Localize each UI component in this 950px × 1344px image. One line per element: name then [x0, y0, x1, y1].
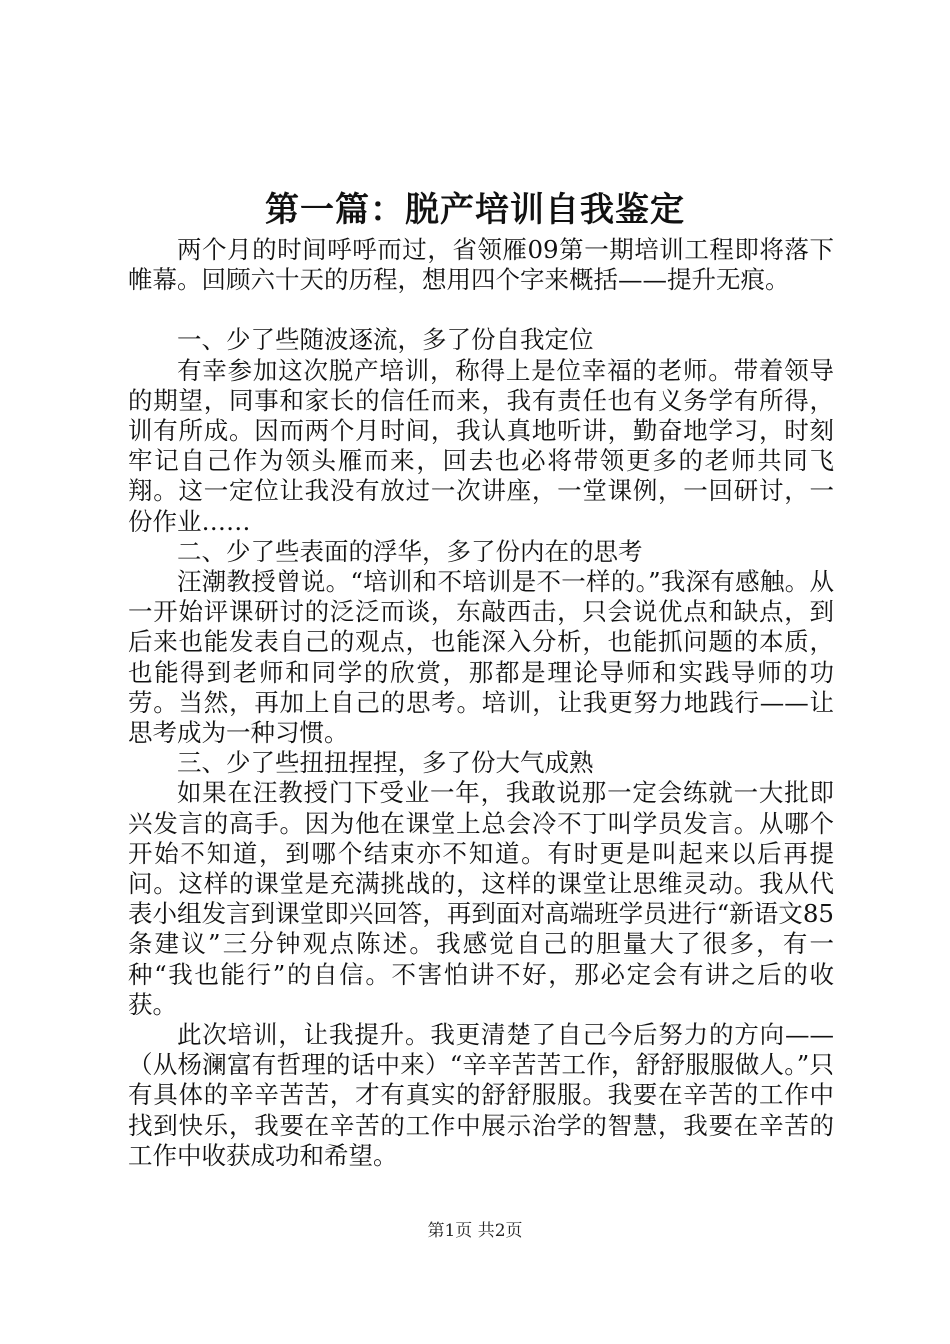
section-3-text: 如果在汪教授门下受业一年，我敢说那一定会练就一大批即兴发言的高手。因为他在课堂上总会冷不丁叫学员发言。从哪个开始不知道，到哪个结束亦不知道。有时更是叫起来以后再提问。这样的课堂是充满挑战的，这样的课堂让思维灵动。我从代表小组发言到课堂即兴回答，再到面对高端班学员进行“新语文85条建议”三分钟观点陈述。我感觉自己的胆量大了很多，有一种“我也能行”的自信。不害怕讲不好，那必定会有讲之后的收获。 — [128, 778, 834, 1019]
document-body — [128, 235, 834, 1171]
document-title: 第一篇：脱产培训自我鉴定 — [265, 190, 685, 230]
section-2-text: 汪潮教授曾说。“培训和不培训是不一样的。”我深有感触。从一开始评课研讨的泛泛而谈，东敲西击，只会说优点和缺点，到后来也能发表自己的观点，也能深入分析，也能抓问题的本质，也能得到老师和同学的欣赏，那都是理论导师和实践导师的功劳。当然，再加上自己的思考。培训，让我更努力地践行——让思考成为一种习惯。 — [128, 567, 834, 748]
section-1-text: 有幸参加这次脱产培训，称得上是位幸福的老师。带着领导的期望，同事和家长的信任而来，我有责任也有义务学有所得，训有所成。因而两个月时间，我认真地听讲，勤奋地学习，时刻牢记自己作为领头雁而来，回去也必将带领更多的老师共同飞翔。这一定位让我没有放过一次讲座，一堂课例，一回研讨，一份作业…… — [128, 355, 834, 536]
section-1-heading: 一、少了些随波逐流，多了份自我定位 — [177, 325, 594, 355]
page-footer: 第1页 共2页 — [427, 1221, 523, 1241]
intro-paragraph: 两个月的时间呼呼而过，省领雁09第一期培训工程即将落下帷幕。回顾六十天的历程，想用四个字来概括——提升无痕。 — [128, 235, 834, 295]
conclusion-paragraph: 此次培训，让我提升。我更清楚了自己今后努力的方向——（从杨澜富有哲理的话中来）“辛辛苦苦工作，舒舒服服做人。”只有具体的辛辛苦苦，才有真实的舒舒服服。我要在辛苦的工作中找到快乐，我要在辛苦的工作中展示治学的智慧，我要在辛苦的工作中收获成功和希望。 — [128, 1020, 834, 1170]
paragraph-gap — [128, 295, 834, 325]
section-3-heading: 三、少了些扭扭捏捏，多了份大气成熟 — [177, 748, 594, 778]
section-2-heading: 二、少了些表面的浮华，多了份内在的思考 — [177, 536, 643, 566]
